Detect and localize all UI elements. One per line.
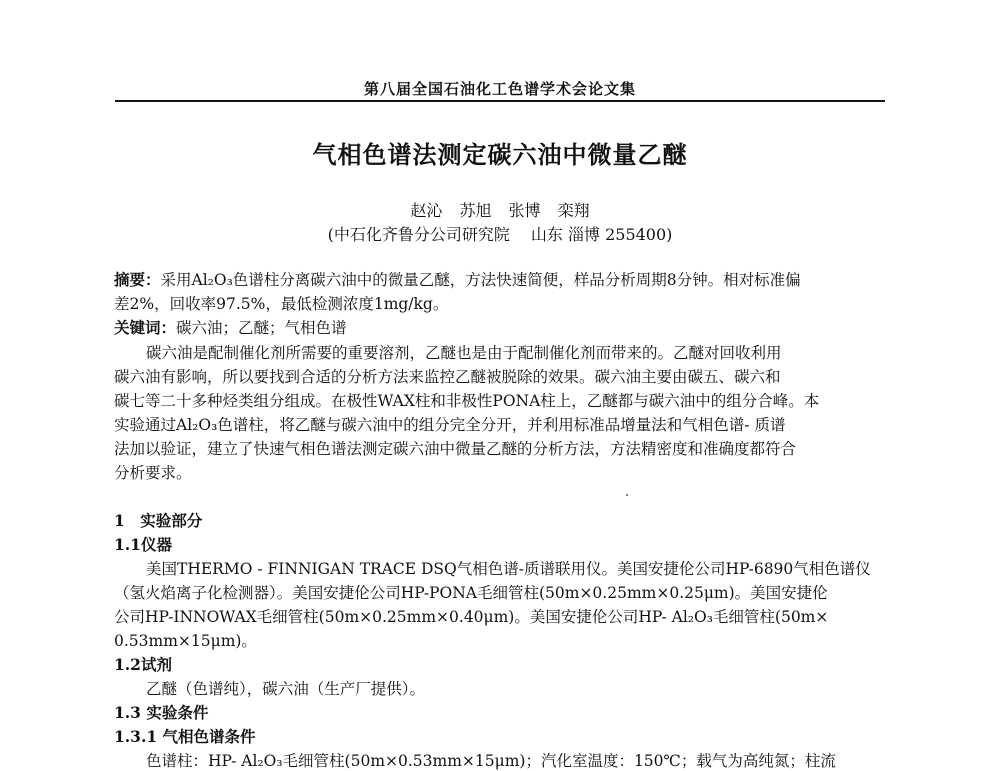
conditions-line: 色谱柱：HP- Al₂O₃毛细管柱(50m×0.53mm×15μm)；汽化室温度：150℃；载气为高纯氮；柱流 xyxy=(146,752,836,770)
section-heading-1-3-1: 1.3.1 气相色谱条件 xyxy=(114,727,256,746)
authors: 赵沁 苏旭 张博 栾翔 xyxy=(410,201,590,220)
abstract-line-2: 差2%，回收率97.5%，最低检测浓度1mg/kg。 xyxy=(114,295,449,313)
instruments-line: 0.53mm×15μm)。 xyxy=(114,632,257,650)
paper-title: 气相色谱法测定碳六油中微量乙醚 xyxy=(312,140,688,169)
section-heading-1-1: 1.1仪器 xyxy=(114,535,172,554)
intro-line: 碳六油是配制催化剂所需要的重要溶剂，乙醚也是由于配制催化剂而带来的。乙醚对回收利用 xyxy=(146,344,782,362)
intro-line: 碳七等二十多种烃类组分组成。在极性WAX柱和非极性PONA柱上，乙醚都与碳六油中的组分合峰。本 xyxy=(114,392,820,410)
speck-mark xyxy=(626,494,628,496)
intro-line: 分析要求。 xyxy=(114,464,192,482)
keywords-label: 关键词： xyxy=(114,318,177,337)
abstract-line-1 xyxy=(114,268,801,290)
abstract-text-1: 采用Al₂O₃色谱柱分离碳六油中的微量乙醚，方法快速简便，样品分析周期8分钟。相对标准偏 xyxy=(160,271,801,289)
reagents-line: 乙醚（色谱纯），碳六油（生产厂提供）。 xyxy=(146,680,426,698)
instruments-line: （氢火焰离子化检测器）。美国安捷伦公司HP-PONA毛细管柱(50m×0.25mm×0.25μm)。美国安捷伦 xyxy=(114,584,828,602)
keywords-text: 碳六油；乙醚；气相色谱 xyxy=(176,319,347,337)
header-rule xyxy=(115,100,885,102)
intro-line: 法加以验证，建立了快速气相色谱法测定碳六油中微量乙醚的分析方法，方法精密度和准确度都符合 xyxy=(114,440,797,458)
instruments-line: 公司HP-INNOWAX毛细管柱(50m×0.25mm×0.40μm)。美国安捷伦公司HP- Al₂O₃毛细管柱(50m× xyxy=(114,608,829,626)
intro-line: 碳六油有影响，所以要找到合适的分析方法来监控乙醚被脱除的效果。碳六油主要由碳五、碳六和 xyxy=(114,368,781,386)
section-heading-1-2: 1.2试剂 xyxy=(114,655,172,674)
instruments-line: 美国THERMO - FINNIGAN TRACE DSQ气相色谱-质谱联用仪。美国安捷伦公司HP-6890气相色谱仪 xyxy=(146,560,871,578)
section-heading-1-3: 1.3 实验条件 xyxy=(114,703,209,722)
running-head: 第八届全国石油化工色谱学术会论文集 xyxy=(363,80,636,98)
section-heading-1: 1 实验部分 xyxy=(114,511,203,530)
abstract-label: 摘要： xyxy=(114,270,161,289)
affiliation: (中石化齐鲁分公司研究院 山东 淄博 255400) xyxy=(327,225,673,244)
keywords-line xyxy=(114,316,347,338)
intro-line: 实验通过Al₂O₃色谱柱，将乙醚与碳六油中的组分完全分开，并利用标准品增量法和气相色谱- 质谱 xyxy=(114,416,786,434)
